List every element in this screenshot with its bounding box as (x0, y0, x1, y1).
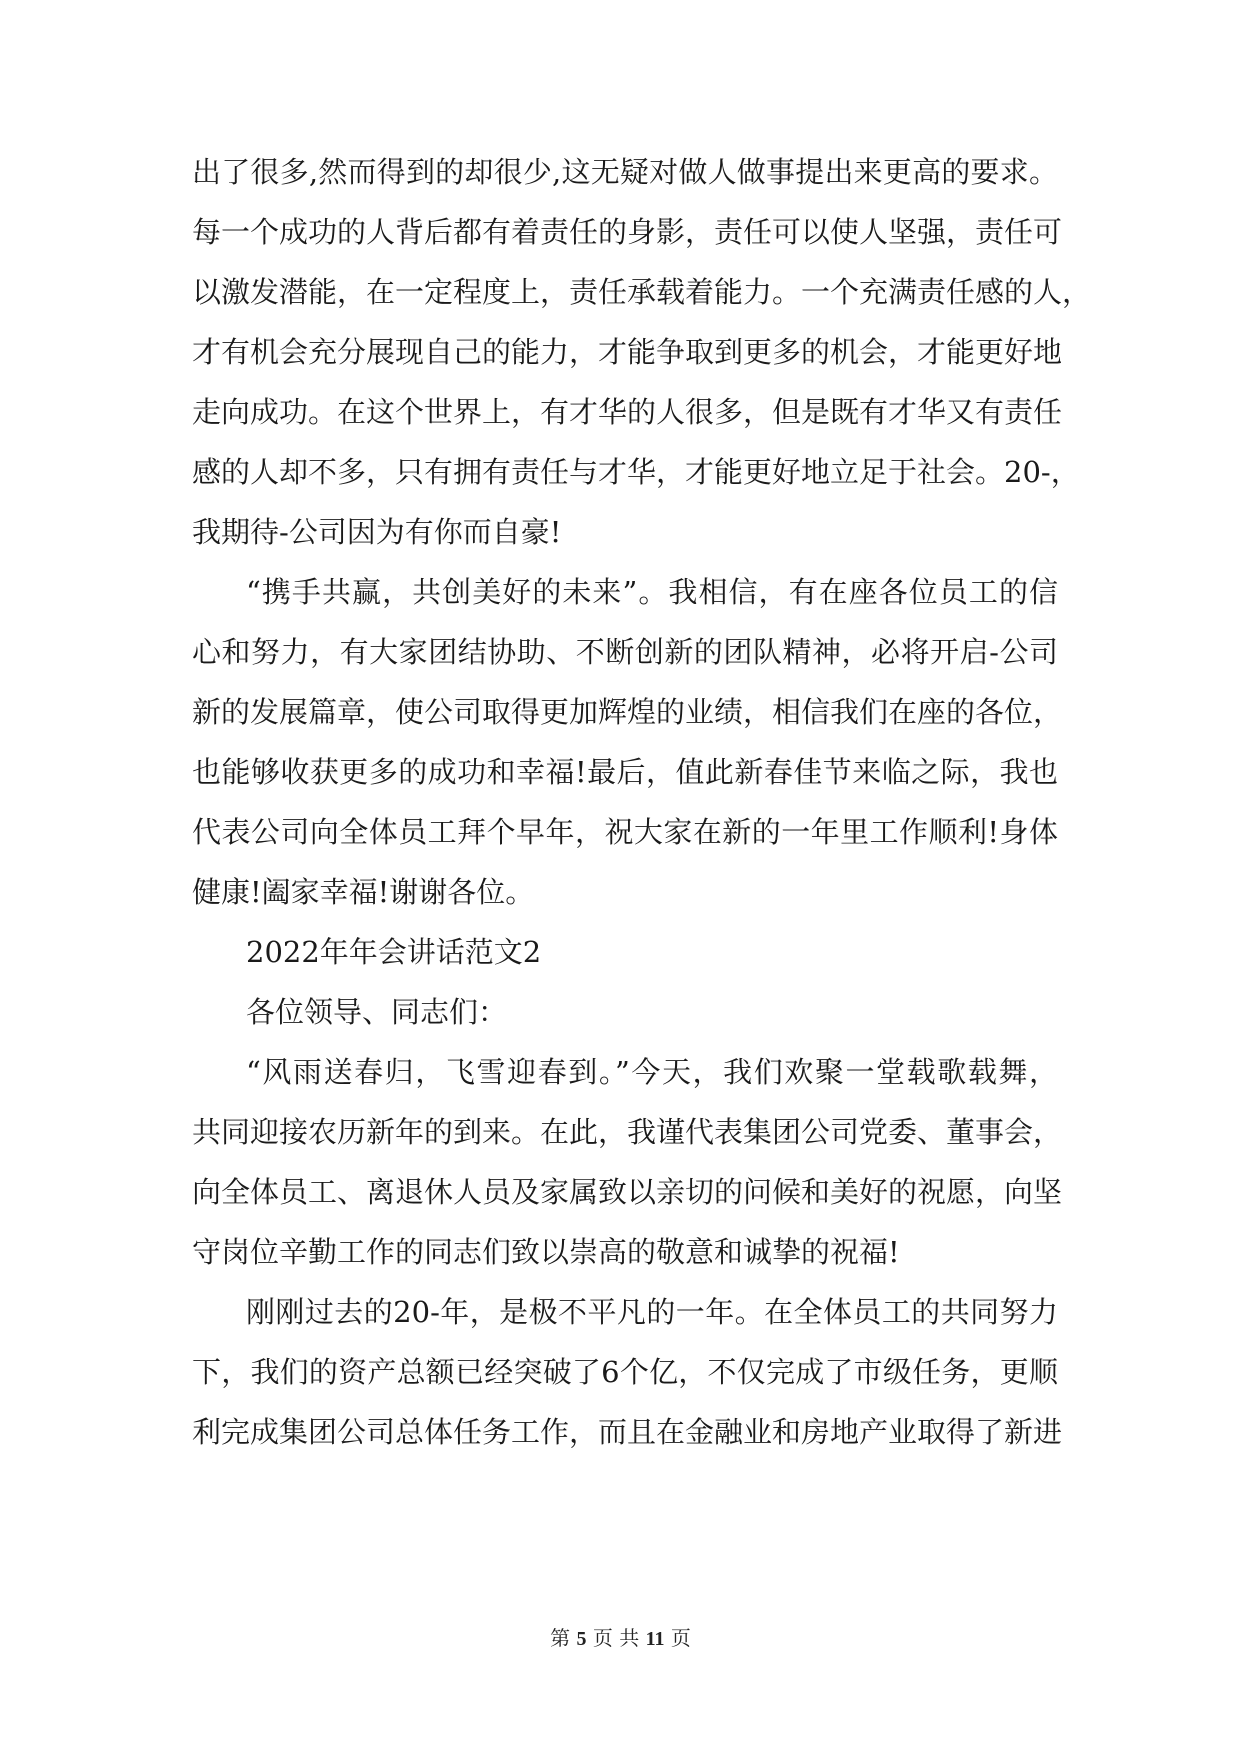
section-heading: 2022年年会讲话范文2 (246, 935, 542, 969)
paragraph-line: 利完成集团公司总体任务工作，而且在金融业和房地产业取得了新进 (192, 1415, 1063, 1449)
footer-suffix: 页 (670, 1626, 691, 1650)
paragraph-line: 代表公司向全体员工拜个早年，祝大家在新的一年里工作顺利!身体 (192, 815, 1058, 849)
paragraph-line: 新的发展篇章，使公司取得更加辉煌的业绩，相信我们在座的各位， (192, 695, 1063, 729)
paragraph-line: 感的人却不多，只有拥有责任与才华，才能更好地立足于社会。20-， (192, 455, 1080, 489)
total-page-count: 11 (645, 1628, 665, 1650)
footer-prefix: 第 (550, 1626, 571, 1650)
paragraph-line: 走向成功。在这个世界上，有才华的人很多，但是既有才华又有责任 (192, 395, 1063, 429)
paragraph-line: “携手共赢，共创美好的未来”。我相信，有在座各位员工的信 (246, 575, 1058, 609)
footer-middle: 页 共 (592, 1626, 640, 1650)
paragraph-line: 以激发潜能，在一定程度上，责任承载着能力。一个充满责任感的人， (192, 275, 1092, 309)
paragraph-line: 健康!阖家幸福!谢谢各位。 (192, 875, 535, 909)
paragraph-line: 我期待-公司因为有你而自豪! (192, 515, 562, 549)
paragraph-line: 心和努力，有大家团结协助、不断创新的团队精神，必将开启-公司 (192, 635, 1058, 669)
paragraph-line: 出了很多,然而得到的却很少,这无疑对做人做事提出来更高的要求。 (192, 155, 1058, 189)
current-page-number: 5 (576, 1628, 587, 1650)
paragraph-line: 守岗位辛勤工作的同志们致以崇高的敬意和诚挚的祝福! (192, 1235, 900, 1269)
paragraph-line: 共同迎接农历新年的到来。在此，我谨代表集团公司党委、董事会， (192, 1115, 1063, 1149)
paragraph-line: 下，我们的资产总额已经突破了6个亿，不仅完成了市级任务，更顺 (192, 1355, 1058, 1389)
salutation: 各位领导、同志们： (246, 995, 508, 1029)
paragraph-line: 才有机会充分展现自己的能力，才能争取到更多的机会，才能更好地 (192, 335, 1063, 369)
paragraph-line: 向全体员工、离退休人员及家属致以亲切的问候和美好的祝愿，向坚 (192, 1175, 1063, 1209)
paragraph-line: “风雨送春归，飞雪迎春到。”今天，我们欢聚一堂载歌载舞， (246, 1055, 1058, 1089)
paragraph-line: 也能够收获更多的成功和幸福!最后，值此新春佳节来临之际，我也 (192, 755, 1058, 789)
paragraph-line: 每一个成功的人背后都有着责任的身影，责任可以使人坚强，责任可 (192, 215, 1063, 249)
paragraph-line: 刚刚过去的20-年，是极不平凡的一年。在全体员工的共同努力 (246, 1295, 1058, 1329)
page-footer (0, 1626, 1241, 1651)
